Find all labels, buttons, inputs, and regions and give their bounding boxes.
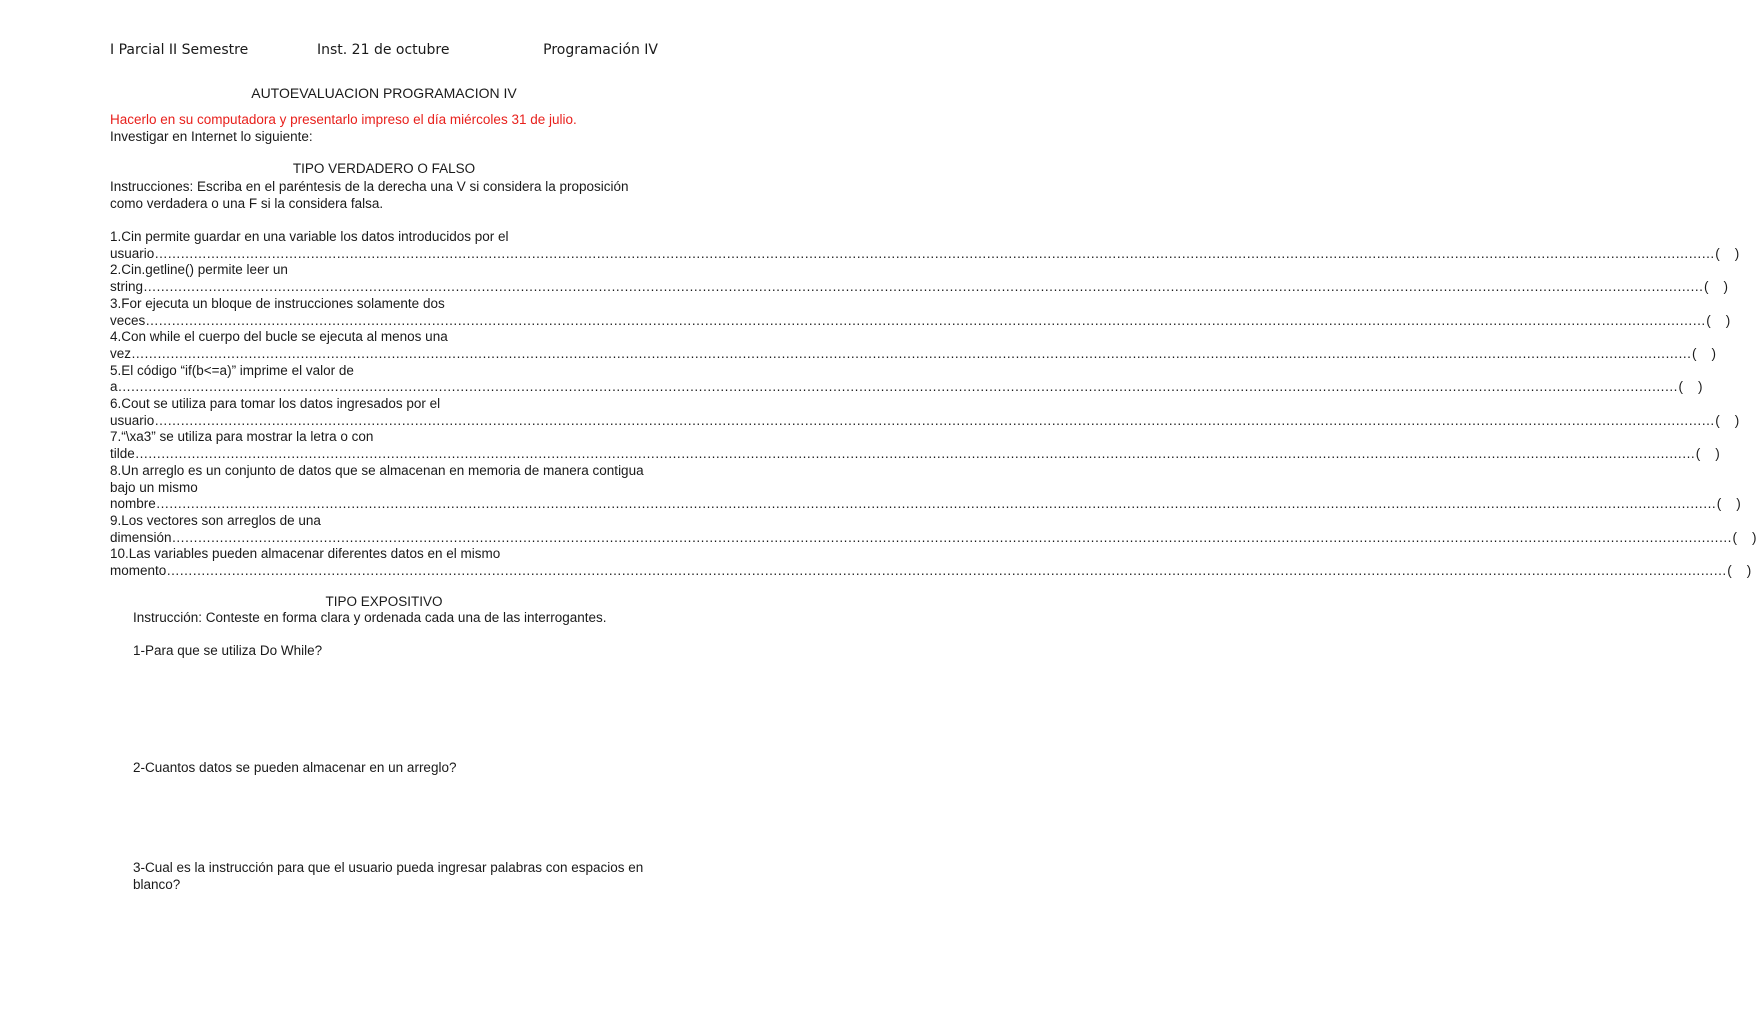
answer-parentheses[interactable]: ( ): [1715, 245, 1740, 261]
dotted-leader: ………………………………………………………………………………………………………………………………………………………………………………………………………………………………………………………………………………………………………………………………: [155, 496, 1716, 512]
tf-item: [110, 546, 1752, 579]
tf-item-last-word: veces: [110, 312, 146, 328]
answer-parentheses[interactable]: ( ): [1695, 446, 1720, 462]
tf-answer-line: [110, 245, 1740, 263]
dotted-leader: ………………………………………………………………………………………………………………………………………………………………………………………………………………………………………………………………………………………………………………………………: [166, 563, 1727, 579]
header-course: I Parcial II Semestre: [110, 42, 249, 58]
tf-answer-line: [110, 529, 1757, 547]
answer-parentheses[interactable]: ( ): [1732, 529, 1757, 545]
tf-item-text: 4.Con while el cuerpo del bucle se ejecuta al menos una: [110, 329, 448, 345]
tf-question-list: [110, 229, 1757, 580]
dotted-leader: ………………………………………………………………………………………………………………………………………………………………………………………………………………………………………………………………………………………………………………………………: [134, 446, 1695, 462]
dotted-leader: ………………………………………………………………………………………………………………………………………………………………………………………………………………………………………………………………………………………………………………………………: [171, 529, 1732, 545]
document-title: AUTOEVALUACION PROGRAMACION IV: [251, 85, 517, 101]
tf-item: [110, 262, 1729, 295]
intro-block: [110, 112, 658, 145]
dotted-leader: ………………………………………………………………………………………………………………………………………………………………………………………………………………………………………………………………………………………………………………………………: [145, 312, 1706, 328]
tf-item-last-word: a: [110, 379, 118, 395]
tf-item: [110, 362, 1703, 396]
tf-instructions: Instrucciones: Escriba en el paréntesis de la derecha una V si considera la proposición como verdadera o una F si la considera falsa.: [110, 179, 629, 211]
delivery-notice: Hacerlo en su computadora y presentarlo impreso el día miércoles 31 de julio.: [110, 112, 577, 127]
tf-item-text: 3.For ejecuta un bloque de instrucciones solamente dos: [110, 295, 445, 311]
expo-question-2: 2-Cuantos datos se pueden almacenar en un arreglo?: [133, 760, 457, 775]
dotted-leader: ………………………………………………………………………………………………………………………………………………………………………………………………………………………………………………………………………………………………………………………………: [154, 245, 1715, 261]
dotted-leader: ………………………………………………………………………………………………………………………………………………………………………………………………………………………………………………………………………………………………………………………………: [117, 379, 1678, 395]
tf-item: [110, 396, 1740, 429]
tf-item-last-word: dimensión: [110, 529, 172, 545]
tf-answer-line: [110, 379, 1703, 396]
tf-item: [110, 429, 1720, 462]
tf-item-last-word: vez: [110, 345, 132, 361]
tf-item-text: 2.Cin.getline() permite leer un: [110, 262, 288, 278]
dotted-leader: ………………………………………………………………………………………………………………………………………………………………………………………………………………………………………………………………………………………………………………………………: [131, 345, 1692, 361]
tf-item: [110, 462, 1741, 513]
tf-answer-line: [110, 279, 1729, 296]
answer-parentheses[interactable]: ( ): [1715, 412, 1740, 428]
tf-item-text: 8.Un arreglo es un conjunto de datos que se almacenan en memoria de manera contigua bajo un mismo: [110, 462, 644, 495]
intro-text: Investigar en Internet lo siguiente:: [110, 128, 313, 144]
answer-parentheses[interactable]: ( ): [1716, 496, 1741, 512]
tf-answer-line: [110, 345, 1717, 363]
header-subject: Programación IV: [543, 42, 658, 58]
answer-parentheses[interactable]: ( ): [1692, 345, 1717, 361]
answer-parentheses[interactable]: ( ): [1678, 379, 1703, 395]
tf-item-last-word: usuario: [110, 412, 155, 428]
tf-item-text: 10.Las variables pueden almacenar diferentes datos en el mismo: [110, 546, 501, 562]
tf-item-last-word: momento: [110, 563, 167, 579]
answer-parentheses[interactable]: ( ): [1704, 279, 1729, 295]
tf-item-last-word: tilde: [110, 446, 135, 462]
dotted-leader: ………………………………………………………………………………………………………………………………………………………………………………………………………………………………………………………………………………………………………………………………: [154, 412, 1715, 428]
tf-item: [110, 512, 1757, 546]
tf-item-text: 7.“\xa3” se utiliza para mostrar la letra o con: [110, 429, 374, 445]
tf-item-last-word: nombre: [110, 496, 156, 512]
expo-question-3: 3-Cual es la instrucción para que el usuario pueda ingresar palabras con espacios en blanco?: [133, 860, 644, 892]
tf-item-text: 1.Cin permite guardar en una variable los datos introducidos por el: [110, 229, 509, 244]
tf-answer-line: [110, 496, 1741, 513]
tf-item-last-word: usuario: [110, 245, 155, 261]
tf-item-text: 9.Los vectores son arreglos de una: [110, 512, 321, 528]
tf-item: [110, 295, 1731, 329]
tf-item-text: 5.El código “if(b<=a)” imprime el valor de: [110, 362, 354, 378]
expo-question-1: 1-Para que se utiliza Do While?: [133, 643, 323, 658]
header-school: Inst. 21 de octubre: [317, 42, 450, 58]
tf-heading: TIPO VERDADERO O FALSO: [292, 161, 476, 176]
tf-answer-line: [110, 563, 1752, 580]
tf-item-last-word: string: [110, 279, 144, 295]
answer-parentheses[interactable]: ( ): [1727, 563, 1752, 579]
tf-answer-line: [110, 412, 1740, 430]
answer-parentheses[interactable]: ( ): [1706, 312, 1731, 328]
tf-item: [110, 329, 1717, 362]
expo-heading: TIPO EXPOSITIVO: [325, 594, 443, 609]
dotted-leader: ………………………………………………………………………………………………………………………………………………………………………………………………………………………………………………………………………………………………………………………………: [143, 279, 1704, 295]
tf-answer-line: [110, 446, 1720, 463]
expo-instruction: Instrucción: Conteste en forma clara y ordenada cada una de las interrogantes.: [133, 610, 607, 625]
tf-answer-line: [110, 312, 1731, 330]
tf-item-text: 6.Cout se utiliza para tomar los datos ingresados por el: [110, 396, 441, 412]
tf-item: [110, 229, 1740, 262]
